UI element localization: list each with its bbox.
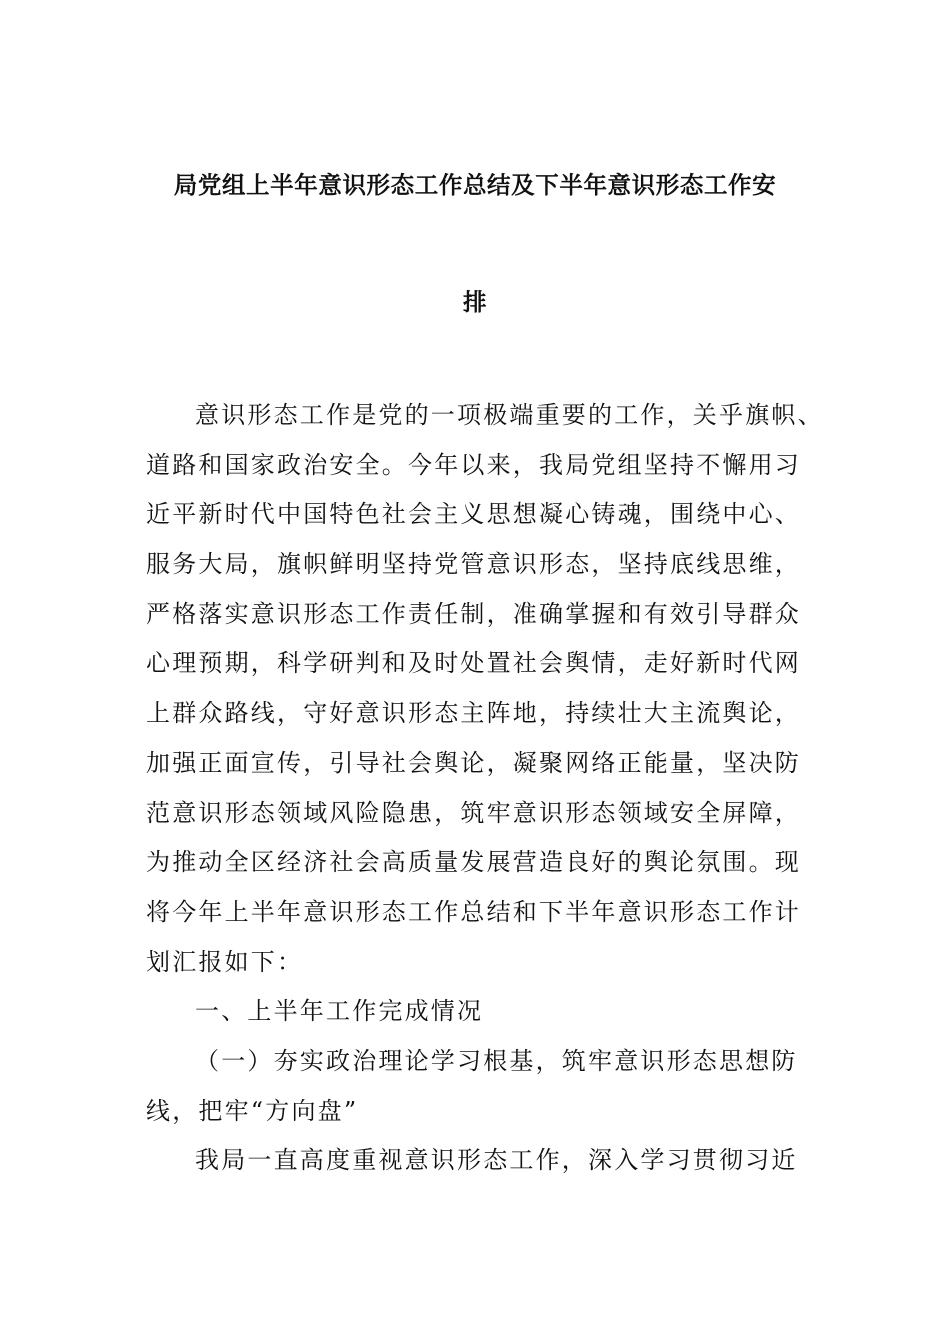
paragraph-line: 近平新时代中国特色社会主义思想凝心铸魂，围绕中心、 <box>146 500 801 529</box>
paragraph-line: 意识形态工作是党的一项极端重要的工作，关乎旗帜、 <box>195 401 824 429</box>
paragraph-line: 严格落实意识形态工作责任制，准确掌握和有效引导群众 <box>146 599 801 628</box>
document-title-line-1: 局党组上半年意识形态工作总结及下半年意识形态工作安 <box>173 171 777 199</box>
paragraph-line: 为推动全区经济社会高质量发展营造良好的舆论氛围。现 <box>146 848 801 877</box>
paragraph-line: 加强正面宣传，引导社会舆论，凝聚网络正能量，坚决防 <box>146 748 801 777</box>
paragraph-line: 道路和国家政治安全。今年以来，我局党组坚持不懈用习 <box>146 450 801 479</box>
document-body <box>146 399 846 1194</box>
paragraph-line: 范意识形态领域风险隐患，筑牢意识形态领域安全屏障， <box>146 798 801 827</box>
section-heading: 一、上半年工作完成情况 <box>195 997 484 1026</box>
paragraph-line: 服务大局，旗帜鲜明坚持党管意识形态，坚持底线思维， <box>146 550 801 579</box>
paragraph-line: 我局一直高度重视意识形态工作，深入学习贯彻习近 <box>195 1146 798 1175</box>
paragraph-line: 将今年上半年意识形态工作总结和下半年意识形态工作计 <box>146 897 801 926</box>
subsection-heading-continued: 线，把牢“方向盘” <box>146 1096 359 1125</box>
document-title-line-2: 排 <box>462 288 488 316</box>
subsection-heading: （一）夯实政治理论学习根基，筑牢意识形态思想防 <box>195 1046 798 1075</box>
paragraph-line: 划汇报如下： <box>146 947 304 976</box>
paragraph-line: 上群众路线，守好意识形态主阵地，持续壮大主流舆论， <box>146 699 801 728</box>
paragraph-line: 心理预期，科学研判和及时处置社会舆情，走好新时代网 <box>146 649 801 678</box>
